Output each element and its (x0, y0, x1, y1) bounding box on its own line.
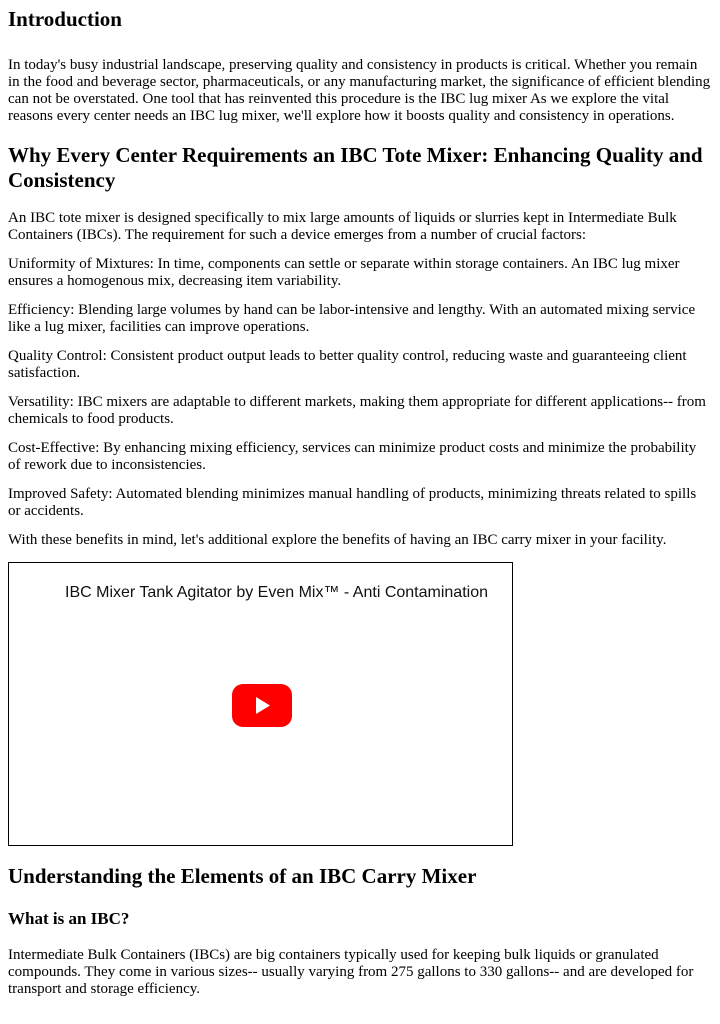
point-improved-safety: Improved Safety: Automated blending minimizes manual handling of products, minimizing threats related to spills or accidents. (8, 486, 697, 519)
video-title[interactable]: IBC Mixer Tank Agitator by Even Mix™ - Anti Contamination (65, 584, 488, 601)
point-uniformity: Uniformity of Mixtures: In time, components can settle or separate within storage containers. An IBC lug mixer ensures a homogenous mix, decreasing item variability. (8, 256, 680, 289)
play-button[interactable] (232, 684, 292, 727)
point-cost-effective: Cost-Effective: By enhancing mixing efficiency, services can minimize product costs and minimize the probability of rework due to inconsistencies. (8, 440, 697, 473)
point-versatility: Versatility: IBC mixers are adaptable to different markets, making them appropriate for different applications-- from chemicals to food products. (8, 394, 706, 427)
play-icon[interactable] (232, 684, 292, 727)
why-heading: Why Every Center Requirements an IBC Tote Mixer: Enhancing Quality and Consistency (8, 143, 703, 192)
intro-paragraph: In today's busy industrial landscape, preserving quality and consistency in products is critical. Whether you remain in the food and beverage sector, pharmaceuticals, or any manufacturing market, the significance of efficient blending can not be overstated. One tool that has reinvented this procedure is the IBC lug mixer As we explore the vital reasons every center needs an IBC lug mixer, we'll explore how it boosts quality and consistency in operations. (8, 57, 711, 124)
why-closing-paragraph: With these benefits in mind, let's additional explore the benefits of having an IBC carry mixer in your facility. (8, 532, 667, 548)
point-quality-control: Quality Control: Consistent product output leads to better quality control, reducing waste and guaranteeing client satisfaction. (8, 348, 687, 381)
intro-heading: Introduction (8, 7, 122, 31)
video-embed[interactable] (8, 562, 513, 846)
point-efficiency: Efficiency: Blending large volumes by hand can be labor-intensive and lengthy. With an automated mixing service like a lug mixer, facilities can improve operations. (8, 302, 696, 335)
what-is-ibc-heading: What is an IBC? (8, 909, 130, 928)
understanding-heading: Understanding the Elements of an IBC Carry Mixer (8, 864, 477, 888)
what-is-ibc-paragraph: Intermediate Bulk Containers (IBCs) are big containers typically used for keeping bulk liquids or granulated compounds. They come in various sizes-- usually varying from 275 gallons to 330 gallons-- and are developed for transport and storage efficiency. (8, 947, 694, 997)
why-lead-paragraph: An IBC tote mixer is designed specifically to mix large amounts of liquids or slurries kept in Intermediate Bulk Containers (IBCs). The requirement for such a device emerges from a number of crucial factors: (8, 210, 677, 243)
